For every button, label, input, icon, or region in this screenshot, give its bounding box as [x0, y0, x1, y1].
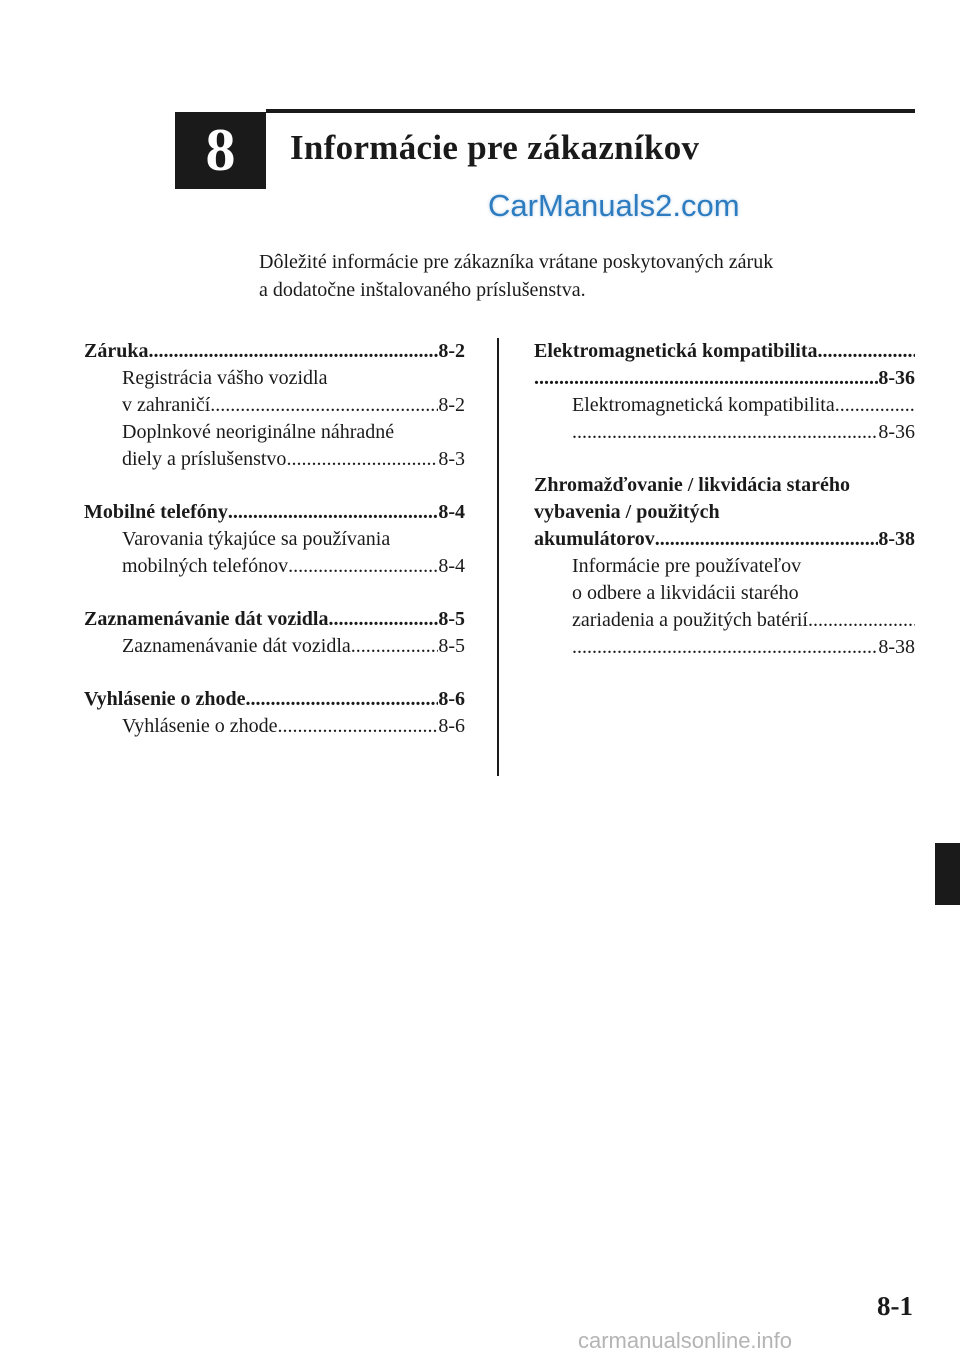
toc-entry-text: Varovania týkajúce sa používania [122, 528, 391, 550]
chapter-thumb-tab [935, 843, 960, 905]
toc-section-zaznamenavanie [84, 606, 465, 660]
toc-section-zaruka [84, 338, 465, 473]
toc-entry-text: Doplnkové neoriginálne náhradné [122, 421, 395, 443]
toc-section-mobilne-telefony [84, 499, 465, 580]
toc-heading-page[interactable]: ..... 8-36 [534, 365, 915, 392]
toc-section-emc [534, 338, 915, 446]
footer-watermark: carmanualsonline.info [578, 1328, 793, 1353]
toc-left-column [84, 338, 465, 766]
page-number: 8-1 [877, 1291, 913, 1321]
toc-heading-link[interactable]: Vyhlásenie o zhode ..... 8-6 [84, 686, 465, 713]
toc-heading-text: Zhromažďovanie / likvidácia starého [534, 474, 850, 496]
toc-entry-link[interactable]: Elektromagnetická kompatibilita ..... [534, 392, 915, 419]
intro-line: a dodatočne inštalovaného príslušenstva. [259, 279, 586, 301]
toc-entry-link[interactable]: diely a príslušenstvo ..... 8-3 [84, 446, 465, 473]
toc-entry-text: o odbere a likvidácii starého [572, 582, 799, 604]
toc-entry-link[interactable]: Vyhlásenie o zhode ..... 8-6 [84, 713, 465, 740]
toc-heading-link[interactable]: Záruka ..... 8-2 [84, 338, 465, 365]
toc-heading-link[interactable]: akumulátorov ..... 8-38 [534, 526, 915, 553]
watermark-logo: CarManuals2.com [488, 188, 740, 223]
toc-heading-link[interactable]: Zaznamenávanie dát vozidla ..... 8-5 [84, 606, 465, 633]
toc-heading-link[interactable]: Elektromagnetická kompatibilita ..... [534, 338, 915, 365]
chapter-intro [259, 248, 899, 304]
toc-right-column [534, 338, 915, 687]
toc-section-likvidacia [534, 472, 915, 661]
toc-entry-link[interactable]: mobilných telefónov ..... 8-4 [84, 553, 465, 580]
toc-heading-text: vybavenia / použitých [534, 501, 720, 523]
toc-heading-link[interactable]: Mobilné telefóny ..... 8-4 [84, 499, 465, 526]
toc-entry-link[interactable]: v zahraničí ..... 8-2 [84, 392, 465, 419]
toc-entry-text: Registrácia vášho vozidla [122, 367, 328, 389]
toc-entry-link[interactable]: Zaznamenávanie dát vozidla ..... 8-5 [84, 633, 465, 660]
chapter-title: Informácie pre zákazníkov [290, 128, 700, 167]
toc-entry-link[interactable]: zariadenia a použitých batérií ..... [534, 607, 915, 634]
title-rule [266, 109, 915, 113]
chapter-number-box: 8 [175, 112, 266, 189]
toc-entry-page[interactable]: ..... 8-38 [534, 634, 915, 661]
column-divider [497, 338, 499, 776]
toc-entry-page[interactable]: ..... 8-36 [534, 419, 915, 446]
intro-line: Dôležité informácie pre zákazníka vrátane poskytovaných záruk [259, 251, 774, 273]
toc-entry-text: Informácie pre používateľov [572, 555, 802, 577]
toc-section-vyhlasenie [84, 686, 465, 740]
